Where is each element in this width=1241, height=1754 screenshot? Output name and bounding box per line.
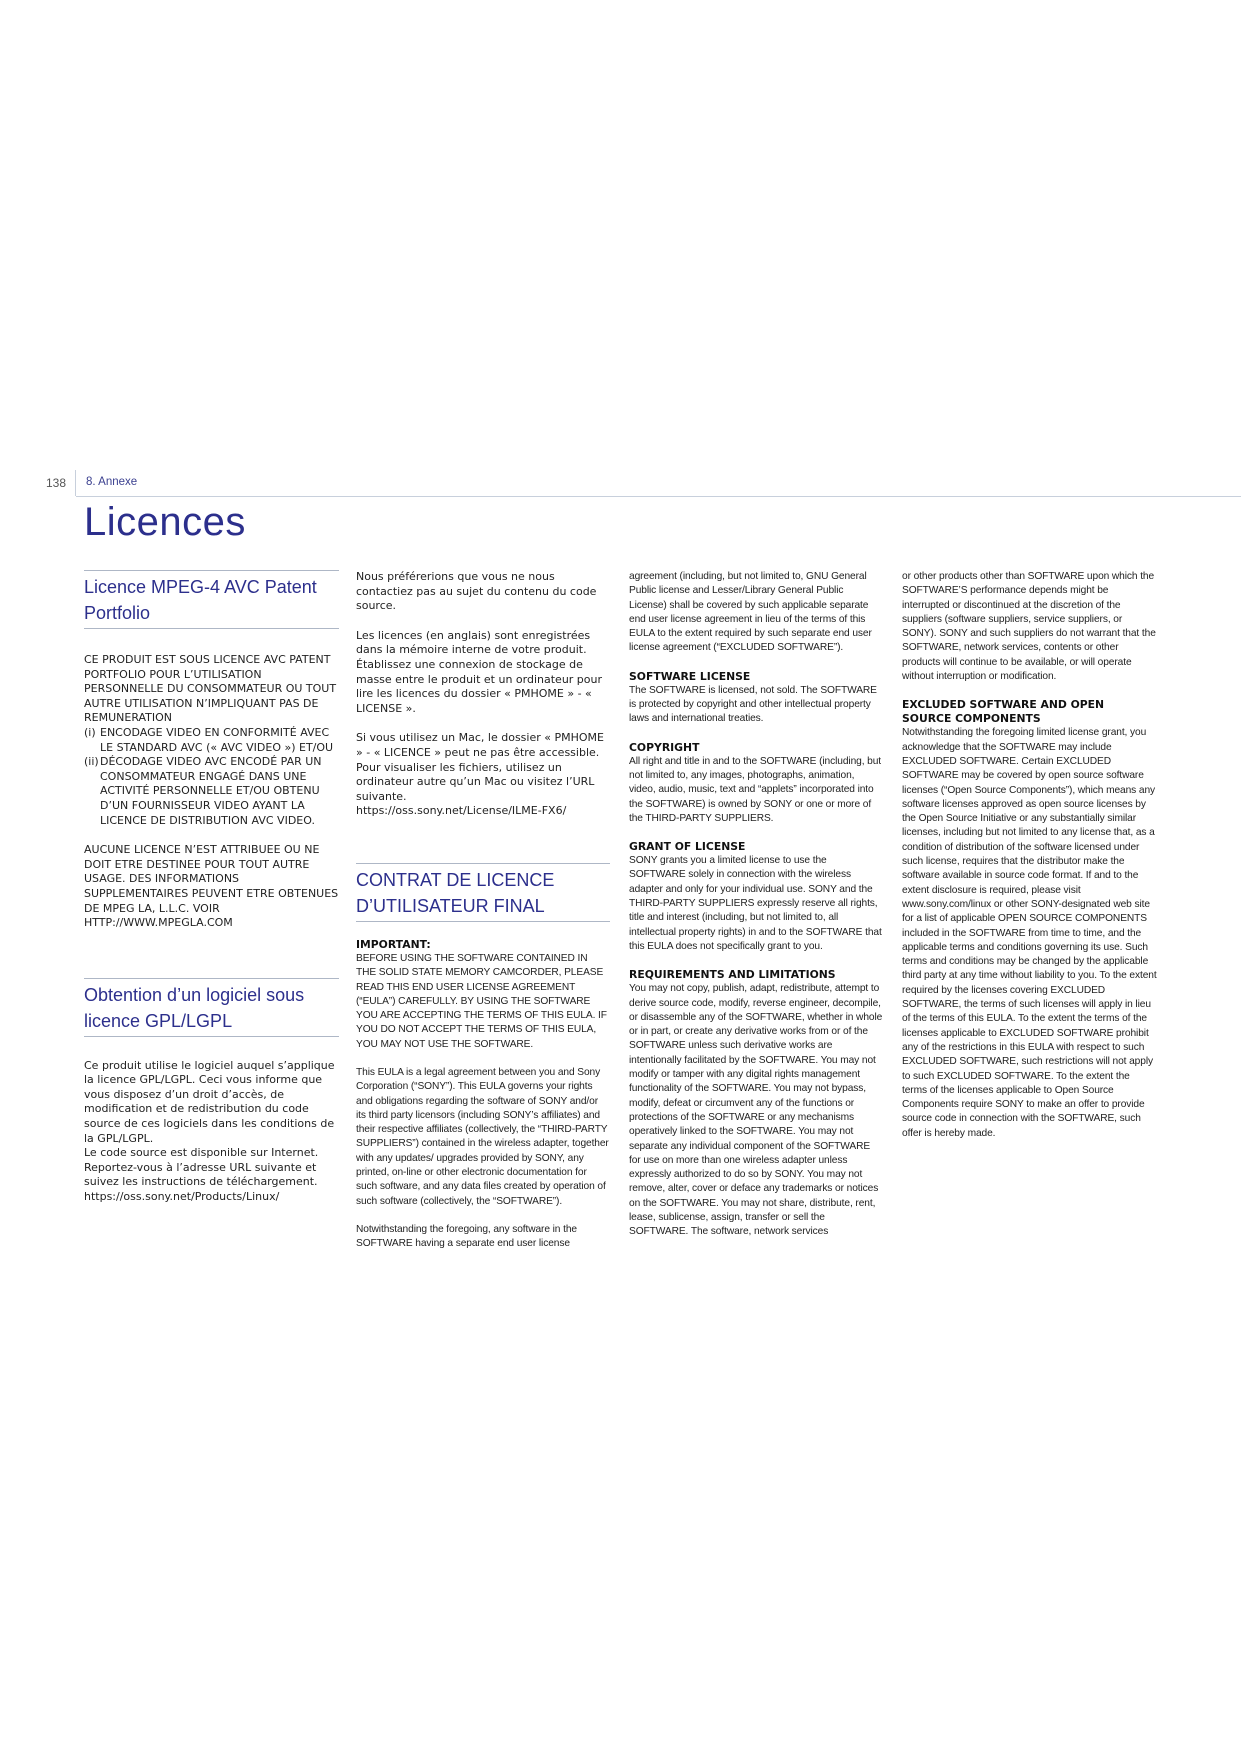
subheading-software-license: SOFTWARE LICENSE [629,669,751,683]
paragraph: Ce produit utilise le logiciel auquel s’applique la licence GPL/LGPL. Ceci vous informe que vous disposez d’un droit d’accès, de modification et de redistribution du code source de ces logiciels dans les conditions de la GPL/LGPL. [84,1058,335,1145]
page-header [44,468,1214,500]
paragraph: You may not copy, publish, adapt, redistribute, attempt to derive source code, modify, reverse engineer, decompile, or disassemble any of the SOFTWARE, whether in whole or in part, or create any derivative works from or of the SOFTWARE unless such derivative works are intentionally facilitated by the SOFTWARE. You may not modify or tamper with any digital rights management functionality of the SOFTWARE. You may not bypass, modify, defeat or circumvent any of the functions or protections of the SOFTWARE or any mechanisms operatively linked to the SOFTWARE. You may not separate any individual component of the SOFTWARE for use on more than one wireless adapter unless expressly authorized to do so by SONY. You may not remove, alter, cover or deface any trademarks or notices on the SOFTWARE. You may not share, distribute, rent, lease, sublicense, assign, transfer or sell the SOFTWARE. The software, network services [629,983,883,1238]
paragraph: CE PRODUIT EST SOUS LICENCE AVC PATENT PORTFOLIO POUR L’UTILISATION PERSONNELLE DU CONSOMMATEUR OU TOUT AUTRE UTILISATION N’IMPLIQUANT PAS DE REMUNERATION [84,653,337,725]
important-label: IMPORTANT: [356,937,431,951]
column-1 [84,570,339,1205]
paragraph: All right and title in and to the SOFTWARE (including, but not limited to, any images, photographs, animation, video, audio, music, text and “applets” incorporated into the SOFTWARE) is owned by SONY or one or more of the THIRD-PARTY SUPPLIERS. [629,755,882,824]
list-text: DÉCODAGE VIDEO AVC ENCODÉ PAR UN CONSOMMATEUR ENGAGÉ DANS UNE ACTIVITÉ PERSONNELLE ET/OU OBTENU D’UN FOURNISSEUR VIDEO AYANT LA LICENCE DE DISTRIBUTION AVC VIDEO. [100,755,322,827]
subheading-excluded-software: EXCLUDED SOFTWARE AND OPEN SOURCE COMPONENTS [902,698,1105,726]
paragraph: This EULA is a legal agreement between you and Sony Corporation (“SONY”). This EULA governs your rights and obligations regarding the software of SONY and/or its third party licensors (including SONY’s affiliates) and their respective affiliates (collectively, the “THIRD-PARTY SUPPLIERS”) contained in the wireless adapter, together with any updates/ upgrades provided by SONY, any printed, on-line or other electronic documentation for such software, and any data files created by operation of such software (collectively, the “SOFTWARE”). [356,1066,609,1207]
paragraph: SONY grants you a limited license to use the SOFTWARE solely in connection with the wireless adapter and only for your individual use. SONY and the THIRD-PARTY SUPPLIERS expressly reserve all rights, title and interest (including, but not limited to, all intellectual property rights) in and to the SOFTWARE that this EULA does not specifically grant to you. [629,855,882,952]
section-heading-mpeg4: Licence MPEG-4 AVC Patent Portfolio [84,570,339,629]
page-number: 138 [46,476,67,490]
paragraph: Si vous utilisez un Mac, le dossier « PMHOME » - « LICENCE » peut ne pas être accessible. Pour visualiser les fichiers, utilisez un ordinateur autre qu’un Mac ou visitez l’URL suivante. [356,731,604,803]
paragraph: BEFORE USING THE SOFTWARE CONTAINED IN THE SOLID STATE MEMORY CAMCORDER, PLEASE READ THIS END USER LICENSE AGREEMENT (“EULA”) CAREFULLY. BY USING THE SOFTWARE YOU ARE ACCEPTING THE TERMS OF THIS EULA. IF YOU DO NOT ACCEPT THE TERMS OF THIS EULA, YOU MAY NOT USE THE SOFTWARE. [356,952,607,1050]
list-item [84,726,339,755]
paragraph: agreement (including, but not limited to, GNU General Public license and Lesser/Library General Public License) shall be covered by such applicable separate end user license agreement in lieu of the terms of this EULA to the extent required by such separate end user license agreement (“EXCLUDED SOFTWARE”). [629,571,872,654]
paragraph: Notwithstanding the foregoing, any software in the SOFTWARE having a separate end user license [356,1223,577,1250]
section-heading-eula: CONTRAT DE LICENCE D’UTILISATEUR FINAL [356,863,610,922]
column-2 [356,570,610,1252]
subheading-requirements: REQUIREMENTS AND LIMITATIONS [629,968,836,982]
page-title: Licences [84,500,246,544]
source-url: https://oss.sony.net/Products/Linux/ [84,1190,280,1204]
paragraph: or other products other than SOFTWARE upon which the SOFTWARE’S performance depends might be interrupted or discontinued at the discretion of the suppliers (software suppliers, service suppliers, or SONY). SONY and such suppliers do not warrant that the SOFTWARE, network services, contents or other products will continue to be available, or will operate without interruption or modification. [902,571,1156,683]
subheading-grant-of-license: GRANT OF LICENSE [629,840,746,854]
license-url: https://oss.sony.net/License/ILME-FX6/ [356,804,567,818]
header-separator [75,470,76,496]
paragraph: Nous préférerions que vous ne nous contactiez pas au sujet du contenu du code source. [356,570,597,613]
list-index: (i) [84,725,96,739]
paragraph: Les licences (en anglais) sont enregistrées dans la mémoire interne de votre produit. Établissez une connexion de stockage de masse entre le produit et un ordinateur pour lire les licences du dossier « PMHOME » - « LICENSE ». [356,628,603,715]
column-4 [902,570,1157,1141]
paragraph: Le code source est disponible sur Internet. Reportez-vous à l’adresse URL suivante et suivez les instructions de téléchargement. [84,1146,319,1189]
paragraph: The SOFTWARE is licensed, not sold. The SOFTWARE is protected by copyright and other intellectual property laws and international treaties. [629,684,877,725]
header-rule [76,496,1241,497]
column-3 [629,570,883,1240]
paragraph: Notwithstanding the foregoing limited license grant, you acknowledge that the SOFTWARE may include EXCLUDED SOFTWARE. Certain EXCLUDED SOFTWARE may be covered by open source software licenses (“Open Source Components”), which means any software licenses approved as open source licenses by the Open Source Initiative or any substantially similar licenses, including but not limited to any license that, as a condition of distribution of the software licensed under such license, requires that the distributor make the software available in source code format. If and to the extent disclosure is required, please visit www.sony.com/linux or other SONY-designated web site for a list of applicable OPEN SOURCE COMPONENTS included in the SOFTWARE from time to time, and the applicable terms and conditions governing its use. Such terms and conditions may be changed by the applicable third party at any time without liability to you. To the extent required by the licenses covering EXCLUDED SOFTWARE, the terms of such licenses will apply in lieu of the terms of this EULA. To the extent the terms of the licenses applicable to EXCLUDED SOFTWARE prohibit any of the restrictions in this EULA with respect to such EXCLUDED SOFTWARE, such restrictions will not apply to such EXCLUDED SOFTWARE. To the extent the terms of the licenses applicable to Open Source Components require SONY to make an offer to provide source code in connection with the SOFTWARE, such offer is hereby made. [902,727,1157,1139]
list-item [84,755,339,828]
section-label: 8. Annexe [86,476,138,488]
section-heading-gpl: Obtention d’un logiciel sous licence GPL/LGPL [84,978,339,1037]
list-text: ENCODAGE VIDEO EN CONFORMITÉ AVEC LE STANDARD AVC (« AVC VIDEO ») ET/OU [100,725,334,754]
paragraph: AUCUNE LICENCE N’EST ATTRIBUEE OU NE DOIT ETRE DESTINEE POUR TOUT AUTRE USAGE. DES INFORMATIONS SUPPLEMENTAIRES PEUVENT ETRE OBTENUES DE MPEG LA, L.L.C. VOIR HTTP://WWW.MPEGLA.COM [84,843,339,930]
subheading-copyright: COPYRIGHT [629,740,700,754]
list-index: (ii) [84,755,99,769]
